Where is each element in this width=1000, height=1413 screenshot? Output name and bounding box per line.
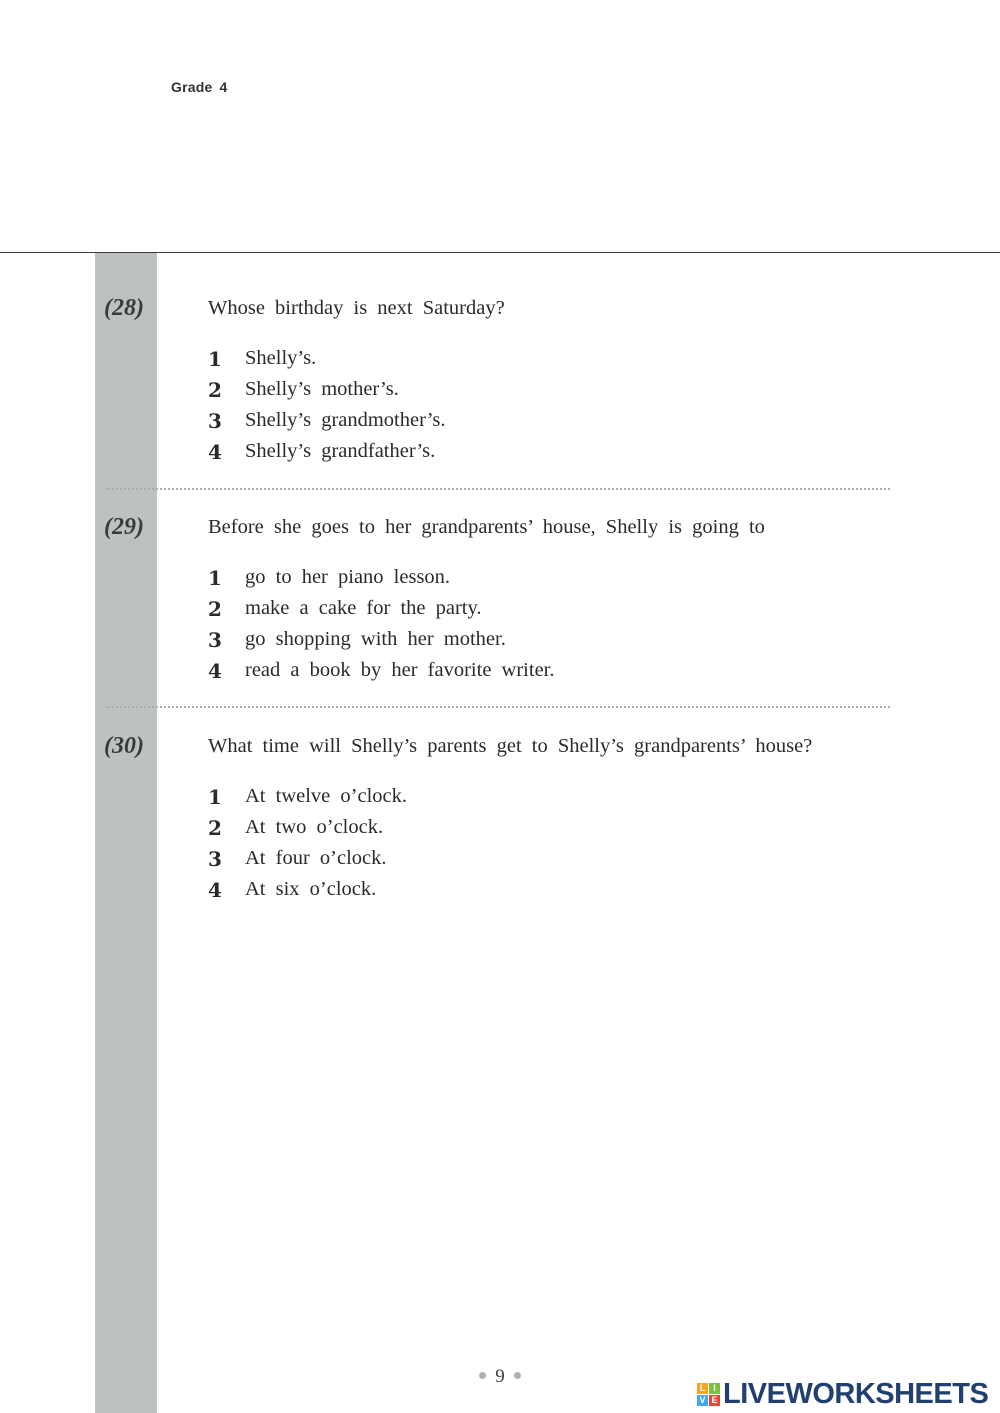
- option-text: At twelve o’clock.: [245, 785, 407, 807]
- question-text: Before she goes to her grandparents’ house, Shelly is going to: [208, 516, 765, 538]
- question-text: Whose birthday is next Saturday?: [208, 297, 505, 319]
- option-number: 1: [208, 346, 222, 371]
- option-text: go shopping with her mother.: [245, 628, 506, 650]
- option-number: 2: [208, 377, 222, 402]
- answer-options: [208, 781, 407, 905]
- answer-option[interactable]: [208, 843, 407, 874]
- option-number: 2: [208, 815, 222, 840]
- question-number: (29): [104, 514, 144, 540]
- answer-option[interactable]: [208, 436, 446, 467]
- option-text: At four o’clock.: [245, 847, 387, 869]
- option-number: 1: [208, 565, 222, 590]
- option-number: 3: [208, 408, 222, 433]
- answer-option[interactable]: [208, 655, 554, 686]
- option-number: 3: [208, 846, 222, 871]
- watermark-text: LIVEWORKSHEETS: [723, 1377, 989, 1410]
- answer-option[interactable]: [208, 405, 446, 436]
- question-divider: [105, 706, 890, 708]
- answer-option[interactable]: [208, 781, 407, 812]
- option-number: 2: [208, 596, 222, 621]
- option-number: 4: [208, 658, 222, 683]
- logo-tile: V: [697, 1395, 708, 1406]
- option-number: 3: [208, 627, 222, 652]
- question-divider: [105, 488, 890, 490]
- option-text: make a cake for the party.: [245, 597, 482, 619]
- liveworksheets-watermark: [697, 1377, 988, 1411]
- option-number: 1: [208, 784, 222, 809]
- option-text: Shelly’s.: [245, 347, 317, 369]
- question-number: (30): [104, 733, 144, 759]
- question-number: (28): [104, 295, 144, 321]
- option-text: At six o’clock.: [245, 878, 377, 900]
- question-text: What time will Shelly’s parents get to Shelly’s grandparents’ house?: [208, 735, 813, 757]
- option-text: At two o’clock.: [245, 816, 384, 838]
- answer-options: [208, 562, 554, 686]
- liveworksheets-logo-icon: [697, 1383, 720, 1406]
- grade-label: Grade 4: [171, 79, 228, 95]
- option-number: 4: [208, 439, 222, 464]
- answer-option[interactable]: [208, 874, 407, 905]
- answer-option[interactable]: [208, 812, 407, 843]
- page-dot-left: [479, 1372, 486, 1379]
- logo-tile: E: [709, 1395, 720, 1406]
- answer-option[interactable]: [208, 593, 554, 624]
- option-text: Shelly’s mother’s.: [245, 378, 399, 400]
- option-text: go to her piano lesson.: [245, 566, 451, 588]
- option-text: read a book by her favorite writer.: [245, 659, 555, 681]
- option-number: 4: [208, 877, 222, 902]
- logo-tile: I: [709, 1383, 720, 1394]
- page-number-text: 9: [495, 1366, 505, 1387]
- logo-tile: L: [697, 1383, 708, 1394]
- answer-options: [208, 343, 446, 467]
- option-text: Shelly’s grandmother’s.: [245, 409, 446, 431]
- answer-option[interactable]: [208, 343, 446, 374]
- page-dot-right: [514, 1372, 521, 1379]
- option-text: Shelly’s grandfather’s.: [245, 440, 436, 462]
- answer-option[interactable]: [208, 624, 554, 655]
- answer-option[interactable]: [208, 374, 446, 405]
- left-margin-band: [95, 253, 157, 1413]
- answer-option[interactable]: [208, 562, 554, 593]
